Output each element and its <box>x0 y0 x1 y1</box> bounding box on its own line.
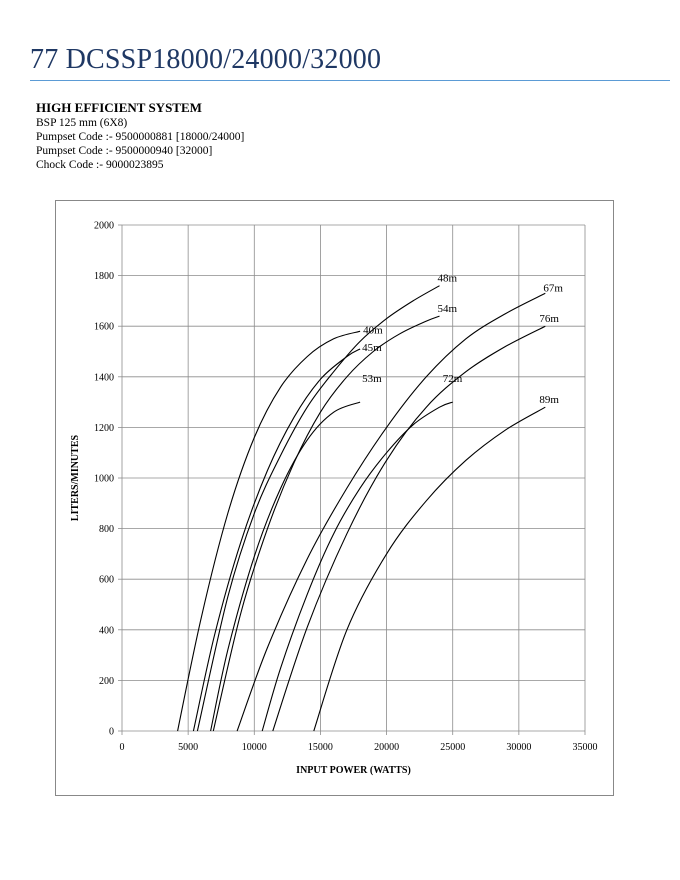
series-line-72m <box>262 402 453 731</box>
series-label-40m: 40m <box>363 324 383 337</box>
x-axis-title: INPUT POWER (WATTS) <box>296 765 411 776</box>
y-tick-label: 1800 <box>94 271 114 283</box>
series-line-45m <box>193 349 360 731</box>
x-tick-label: 0 <box>119 742 125 753</box>
series-label-89m: 89m <box>539 394 559 407</box>
series-label-54m: 54m <box>437 303 458 316</box>
x-tick-label: 25000 <box>440 742 466 753</box>
info-line-pumpset-2: Pumpset Code :- 9500000940 [32000] <box>36 145 213 157</box>
series-label-72m: 72m <box>442 373 463 386</box>
series-line-48m <box>197 286 439 731</box>
series-label-76m: 76m <box>539 313 559 326</box>
y-tick-label: 1600 <box>94 321 114 333</box>
x-tick-label: 20000 <box>374 742 400 753</box>
y-tick-label: 0 <box>109 726 114 738</box>
info-line-chock: Chock Code :- 9000023895 <box>36 159 164 171</box>
y-tick-label: 1000 <box>94 473 114 485</box>
x-tick-label: 15000 <box>307 742 333 753</box>
y-tick-label: 200 <box>99 675 114 687</box>
info-heading: HIGH EFFICIENT SYSTEM <box>36 100 202 115</box>
x-tick-label: 30000 <box>506 742 532 753</box>
series-line-67m <box>237 293 545 731</box>
info-line-pumpset-1: Pumpset Code :- 9500000881 [18000/24000] <box>36 131 245 143</box>
x-tick-label: 10000 <box>241 742 267 753</box>
info-line-bsp: BSP 125 mm (6X8) <box>36 117 128 129</box>
y-tick-label: 1200 <box>94 422 114 434</box>
page-title: 77 DCSSP18000/24000/32000 <box>30 44 382 75</box>
series-label-67m: 67m <box>543 282 563 295</box>
series-line-89m <box>314 407 546 731</box>
y-tick-label: 1400 <box>94 372 114 384</box>
y-axis-title: LITERS/MINUTES <box>70 434 81 522</box>
series-label-53m: 53m <box>362 373 382 386</box>
y-tick-label: 400 <box>99 625 114 637</box>
series-label-45m: 45m <box>362 341 382 354</box>
series-label-48m: 48m <box>437 272 458 285</box>
x-tick-label: 5000 <box>178 742 199 753</box>
x-tick-label: 35000 <box>572 742 598 753</box>
chart-ticks <box>94 221 598 754</box>
y-tick-label: 800 <box>99 524 114 536</box>
y-tick-label: 2000 <box>94 220 114 232</box>
chart-series-labels <box>362 273 563 406</box>
y-tick-label: 600 <box>99 574 114 586</box>
